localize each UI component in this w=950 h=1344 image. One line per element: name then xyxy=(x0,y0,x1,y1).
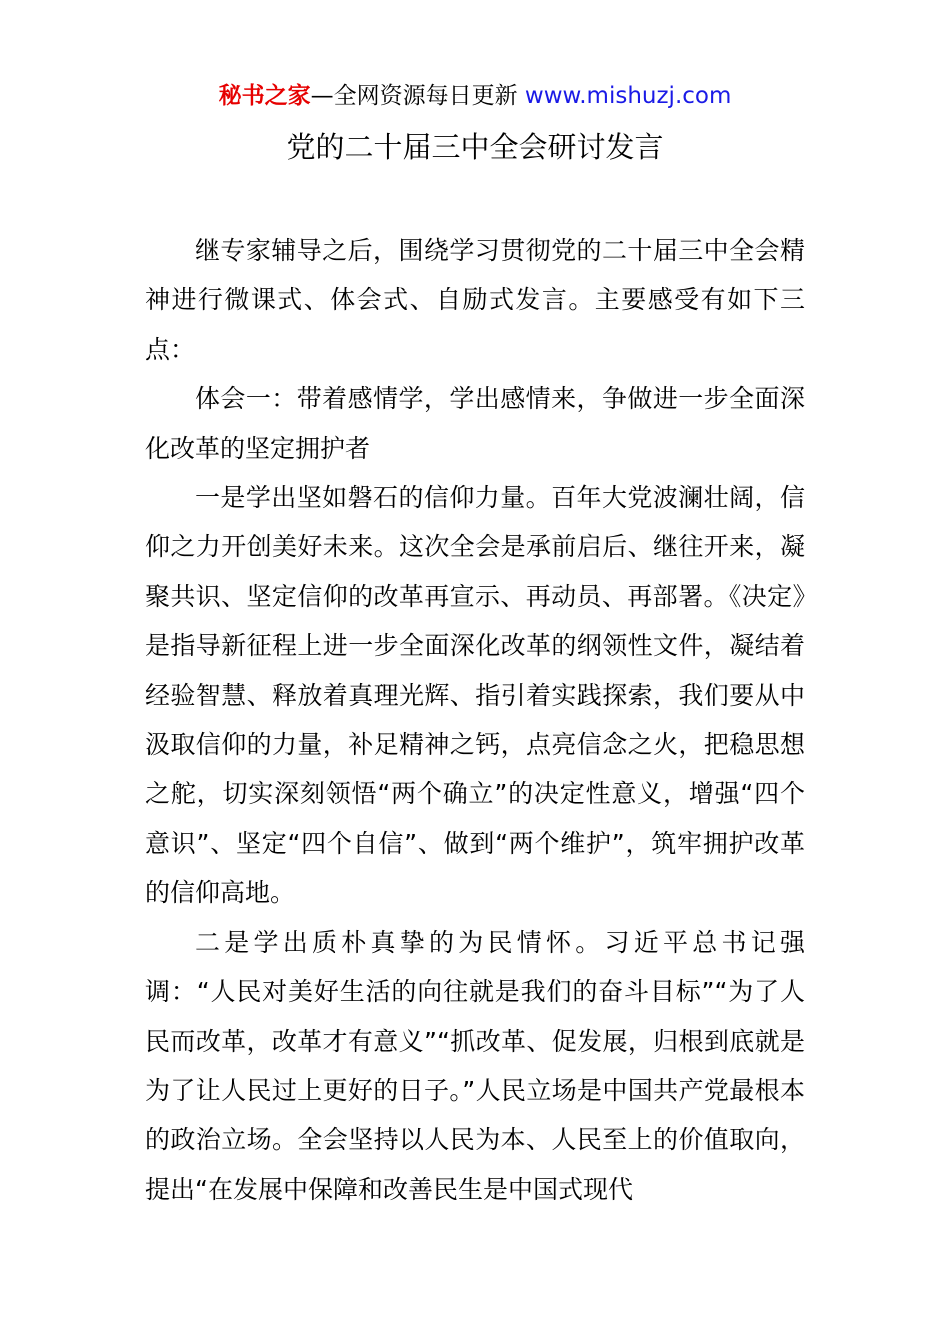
site-header xyxy=(0,80,950,112)
paragraph-intro: 继专家辅导之后，围绕学习贯彻党的二十届三中全会精神进行微课式、体会式、自励式发言。主要感受有如下三点： xyxy=(145,236,805,364)
document-body xyxy=(145,226,805,1214)
paragraph-point-2: 二是学出质朴真挚的为民情怀。习近平总书记强调：“人民对美好生活的向往就是我们的奋斗目标”“为了人民而改革，改革才有意义”“抓改革、促发展，归根到底就是为了让人民过上更好的日子。”人民立场是中国共产党最根本的政治立场。全会坚持以人民为本、人民至上的价值取向，提出“在发展中保障和改善民生是中国式现代 xyxy=(145,927,805,1204)
paragraph-point-1: 一是学出坚如磐石的信仰力量。百年大党波澜壮阔，信仰之力开创美好未来。这次全会是承前启后、继往开来，凝聚共识、坚定信仰的改革再宣示、再动员、再部署。《决定》是指导新征程上进一步全面深化改革的纲领性文件，凝结着经验智慧、释放着真理光辉、指引着实践探索，我们要从中汲取信仰的力量，补足精神之钙，点亮信念之火，把稳思想之舵，切实深刻领悟“两个确立”的决定性意义，增强“四个意识”、坚定“四个自信”、做到“两个维护”，筑牢拥护改革的信仰高地。 xyxy=(145,483,805,908)
paragraph-heading-1: 体会一：带着感情学，学出感情来，争做进一步全面深化改革的坚定拥护者 xyxy=(145,384,805,463)
site-url-link[interactable]: www.mishuzj.com xyxy=(524,83,732,109)
site-name: 秘书之家 xyxy=(218,83,311,109)
site-slogan: —全网资源每日更新 xyxy=(310,83,525,109)
document-title: 党的二十届三中全会研讨发言 xyxy=(286,130,664,164)
